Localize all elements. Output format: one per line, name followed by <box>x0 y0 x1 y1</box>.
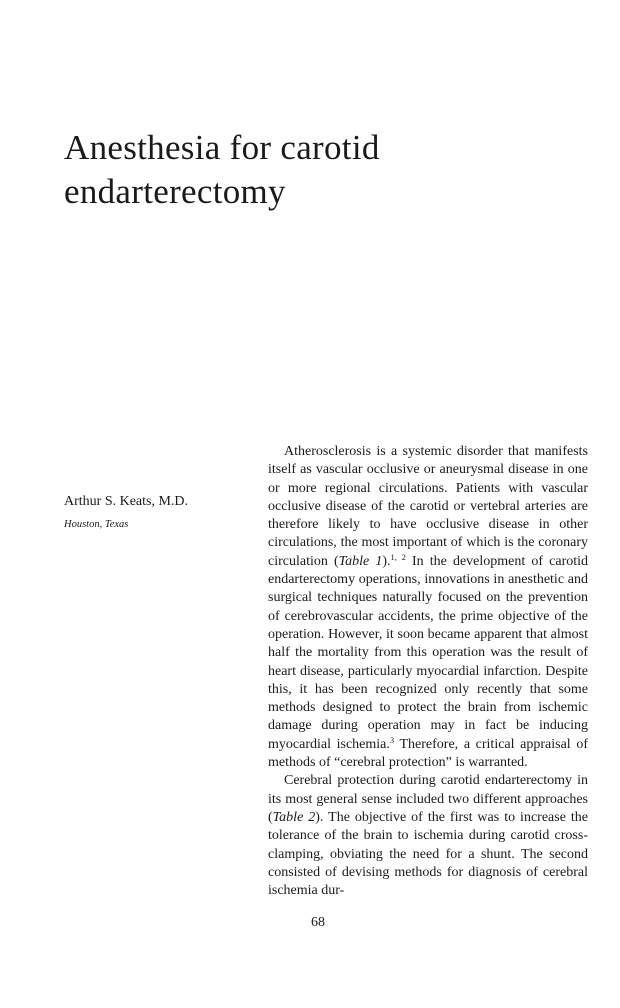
citation-3: 3 <box>389 734 395 745</box>
title-line-1: Anesthesia for carotid <box>64 128 380 167</box>
article-title <box>64 126 584 214</box>
body-text-column <box>268 443 588 900</box>
page-number: 68 <box>311 915 325 930</box>
paragraph-1: Atherosclerosis is a systemic disorder that manifests itself as vascular occlusive or aneurysmal disease in one or more regional circulations. Patients with vascular occlusive disease of the carotid or vertebral arteries are therefore likely to have occlusive disease in other circulations, the most important of which is the coronary circulation (Table 1).$^{1, 2}$ In the development of carotid endarterectomy operations, innovations in anesthetic and surgical techniques naturally focused on the prevention of cerebrovascular accidents, the prime objective of the operation. However, it soon became apparent that almost half the mortality from this operation was the result of heart disease, particularly myocardial infarction. Despite this, it has been recognized only recently that some methods designed to protect the brain from ischemic damage during operation may in fact be inducing myocardial ischemia.$^3$ Therefore, a critical appraisal of methods of “cerebral protection” is warranted. <box>268 444 589 771</box>
table-1-reference: Table 1 <box>338 553 383 569</box>
author-name: Arthur S. Keats, M.D. <box>64 494 189 509</box>
author-affiliation: Houston, Texas <box>64 519 129 530</box>
paragraph-2: Cerebral protection during carotid endarterectomy in its most general sense included two different approaches (Table 2). The objective of the first was to increase the tolerance of the brain to ischemia during carotid cross-clamping, obviating the need for a shunt. The second consisted of devising methods for diagnosis of cerebral ischemia dur- <box>268 773 588 899</box>
title-line-2: endarterectomy <box>64 172 286 211</box>
table-2-reference: Table 2 <box>272 809 316 825</box>
citation-1-2: 1, 2 <box>390 551 406 562</box>
